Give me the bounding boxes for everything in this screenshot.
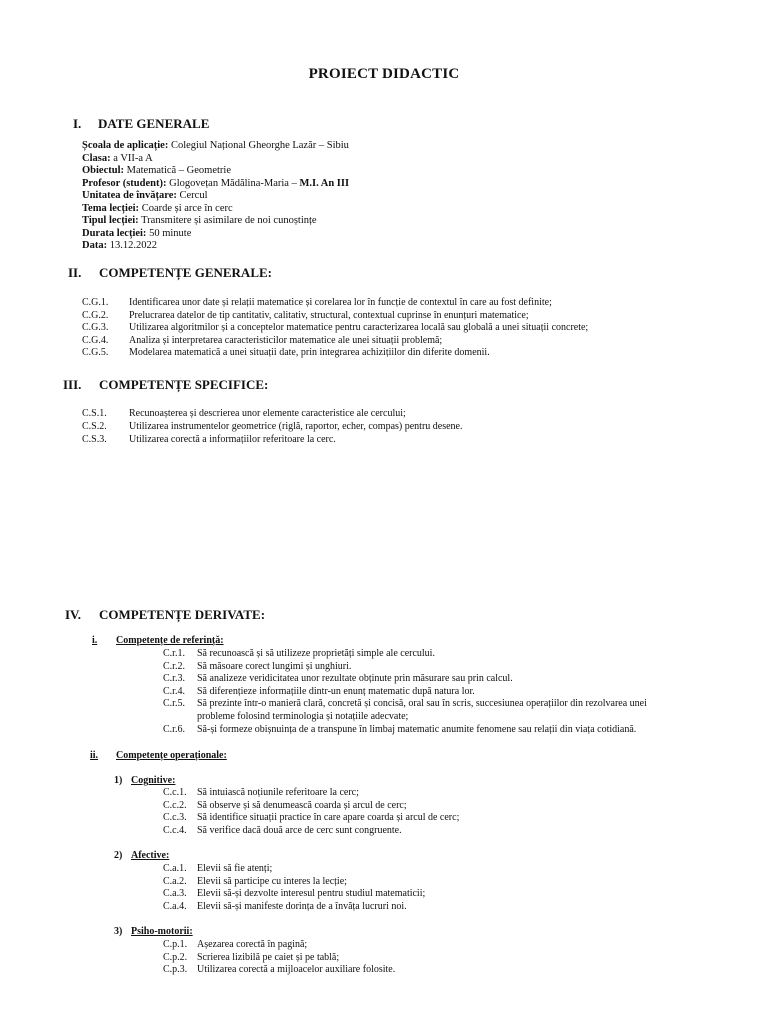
section-4-title: COMPETENȚE DERIVATE:: [99, 607, 266, 622]
item-text: Să observe și să denumească coarda și arcul de cerc;: [197, 799, 407, 811]
list-item: [163, 800, 407, 812]
item-text: Elevii să participe cu interes la lecție;: [197, 875, 347, 887]
subsection-number: i.: [92, 635, 98, 646]
competence-code: C.S.2.: [82, 421, 107, 432]
competence-code: C.S.3.: [82, 434, 107, 445]
general-field: [82, 228, 191, 241]
item-code: C.p.3.: [163, 964, 188, 975]
subsection-number: ii.: [90, 750, 99, 761]
item-code: C.a.1.: [163, 863, 187, 874]
item-code: C.r.5.: [163, 698, 185, 709]
general-field-value: Colegiul Național Gheorghe Lazăr – Sibiu: [168, 140, 349, 151]
competence-code: C.G.2.: [82, 309, 109, 321]
general-field-label: Tema lecției:: [82, 202, 140, 214]
general-field: [82, 153, 153, 166]
group-number: 3): [114, 926, 123, 937]
group-afective-heading: [114, 850, 169, 861]
item-text: Să prezinte într-o manieră clară, concretă și concisă, oral sau în scris, succesiunea operațiilor din rezolvarea unei: [197, 698, 647, 709]
general-field-value: a VII-a A: [110, 152, 153, 164]
general-field-label: Data:: [82, 240, 108, 251]
item-text: Elevii să-și dezvolte interesul pentru studiul matematicii;: [197, 888, 426, 899]
list-item: [163, 825, 402, 837]
list-item: [163, 673, 513, 685]
general-field-value: Glogovețan Mădălina-Maria –: [166, 177, 300, 189]
item-text: Să analizeze veridicitatea unor rezultate obținute prin măsurare sau prin calcul.: [197, 673, 513, 684]
general-field-value: 50 minute: [146, 227, 192, 239]
item-text: Utilizarea corectă a mijloacelor auxiliare folosite.: [197, 964, 396, 975]
subsection-title: Competențe de referință:: [116, 635, 224, 646]
item-text: Scrierea lizibilă pe caiet și pe tablă;: [197, 951, 340, 963]
item-text: Să verifice dacă două arce de cerc sunt congruente.: [197, 824, 402, 836]
subsection-operationale-heading: [90, 750, 227, 761]
list-item: [163, 876, 347, 888]
item-code: C.c.3.: [163, 812, 187, 823]
group-cognitive-heading: [114, 775, 175, 786]
general-field-label: Durata lecției:: [82, 227, 147, 239]
item-text: Să diferențieze informațiile dintr-un enunț matematic după natura lor.: [197, 685, 475, 697]
section-3-number: III.: [63, 377, 82, 392]
competence-code: C.G.3.: [82, 322, 109, 333]
item-code: C.c.4.: [163, 824, 187, 836]
group-psihomotorii-heading: [114, 926, 193, 937]
item-code: C.r.6.: [163, 724, 185, 735]
general-field-extra: M.I. An III: [299, 177, 350, 189]
general-field-label: Clasa:: [82, 152, 111, 164]
group-title: Cognitive:: [131, 775, 176, 786]
section-3-heading: [63, 377, 268, 393]
item-code: C.r.4.: [163, 685, 185, 697]
item-text: Să recunoască și să utilizeze proprietăți simple ale cercului.: [197, 648, 435, 659]
group-title: Psiho-motorii:: [131, 926, 193, 937]
competence-text: Identificarea unor date și relații matematice și corelarea lor în funcție de contextul în care au fost definite;: [129, 297, 552, 308]
list-item: [163, 724, 636, 736]
list-item: [163, 787, 359, 799]
section-2-title: COMPETENȚE GENERALE:: [99, 265, 272, 280]
item-code: C.a.4.: [163, 900, 187, 912]
general-field: [82, 140, 349, 153]
competence-text: Prelucrarea datelor de tip cantitativ, calitativ, structural, contextual cuprinse în enunțuri matematice;: [129, 309, 529, 321]
list-item: [163, 812, 459, 824]
general-field-label: Tipul lecției:: [82, 215, 139, 226]
general-field: [82, 215, 317, 228]
general-field: [82, 240, 157, 253]
list-item: [163, 648, 435, 660]
item-text: Să măsoare corect lungimi și unghiuri.: [197, 660, 352, 672]
subsection-referinta-heading: [92, 635, 224, 646]
competence-text: Analiza și interpretarea caracteristicilor matematice ale unei situații problemă;: [129, 334, 443, 346]
list-item: [163, 901, 407, 913]
item-text: Să-și formeze obișnuința de a transpune în limbaj matematic anumite fenomene sau relații din viața cotidiană.: [197, 724, 637, 735]
competence-code: C.S.1.: [82, 408, 107, 419]
list-item: [163, 698, 647, 710]
general-field: [82, 190, 208, 203]
list-item: [163, 952, 339, 964]
general-field-value: Matematică – Geometrie: [124, 165, 231, 176]
list-item: [163, 686, 475, 698]
section-1-heading: [73, 116, 209, 132]
section-4-heading: [65, 607, 265, 623]
item-code: C.p.1.: [163, 939, 188, 950]
general-field: [82, 178, 349, 191]
document-title: PROIECT DIDACTIC: [308, 66, 460, 82]
general-field-label: Profesor (student):: [82, 177, 167, 189]
list-item: [163, 661, 351, 673]
competence-text: Utilizarea instrumentelor geometrice (riglă, raportor, echer, compas) pentru desene.: [129, 421, 463, 432]
subsection-title: Competențe operaționale:: [116, 750, 227, 761]
competence-text: Recunoașterea și descrierea unor elemente caracteristice ale cercului;: [129, 408, 406, 419]
group-title: Afective:: [131, 850, 170, 861]
item-continuation: probleme folosind terminologia și notațiile adecvate;: [197, 711, 409, 722]
item-text: Așezarea corectă în pagină;: [197, 939, 308, 950]
list-item: [163, 863, 272, 875]
group-number: 2): [114, 850, 123, 861]
item-code: C.p.2.: [163, 951, 188, 963]
section-2-heading: [68, 265, 272, 281]
general-field: [82, 203, 233, 216]
section-1-number: I.: [73, 116, 82, 131]
list-item: [163, 939, 307, 951]
general-field: [82, 165, 231, 178]
general-field-value: Transmitere și asimilare de noi cunoștințe: [138, 215, 317, 226]
competence-code: C.G.4.: [82, 334, 109, 346]
general-field-value: 13.12.2022: [107, 240, 157, 251]
item-code: C.c.1.: [163, 787, 187, 798]
item-code: C.a.2.: [163, 875, 187, 887]
section-2-number: II.: [68, 265, 82, 280]
section-1-title: DATE GENERALE: [98, 116, 210, 131]
general-field-label: Școala de aplicație:: [82, 140, 169, 151]
item-text: Să intuiască noțiunile referitoare la cerc;: [197, 787, 359, 798]
competence-code: C.G.5.: [82, 347, 109, 358]
item-code: C.c.2.: [163, 799, 187, 811]
section-3-title: COMPETENȚE SPECIFICE:: [99, 377, 269, 392]
general-field-value: Coarde și arce în cerc: [139, 202, 233, 214]
general-field-value: Cercul: [176, 190, 208, 201]
general-field-label: Unitatea de învățare:: [82, 190, 177, 201]
group-number: 1): [114, 775, 123, 786]
item-text: Elevii să fie atenți;: [197, 863, 273, 874]
list-item: [163, 964, 395, 976]
competence-text: Utilizarea corectă a informațiilor referitoare la cerc.: [129, 434, 336, 445]
competence-code: C.G.1.: [82, 297, 109, 308]
item-code: C.r.1.: [163, 648, 185, 659]
competence-text: Modelarea matematică a unei situații date, prin integrarea achizițiilor din diferite domenii.: [129, 347, 490, 358]
list-item: [163, 888, 425, 900]
item-text: Elevii să-și manifeste dorința de a învăța lucruri noi.: [197, 900, 407, 912]
item-code: C.r.3.: [163, 673, 185, 684]
item-code: C.r.2.: [163, 660, 185, 672]
item-code: C.a.3.: [163, 888, 187, 899]
general-field-label: Obiectul:: [82, 165, 124, 176]
item-text: Să identifice situații practice în care apare coarda și arcul de cerc;: [197, 812, 460, 823]
section-4-number: IV.: [65, 607, 82, 622]
competence-text: Utilizarea algoritmilor și a conceptelor matematice pentru caracterizarea locală sau globală a unei situații concrete;: [129, 322, 589, 333]
